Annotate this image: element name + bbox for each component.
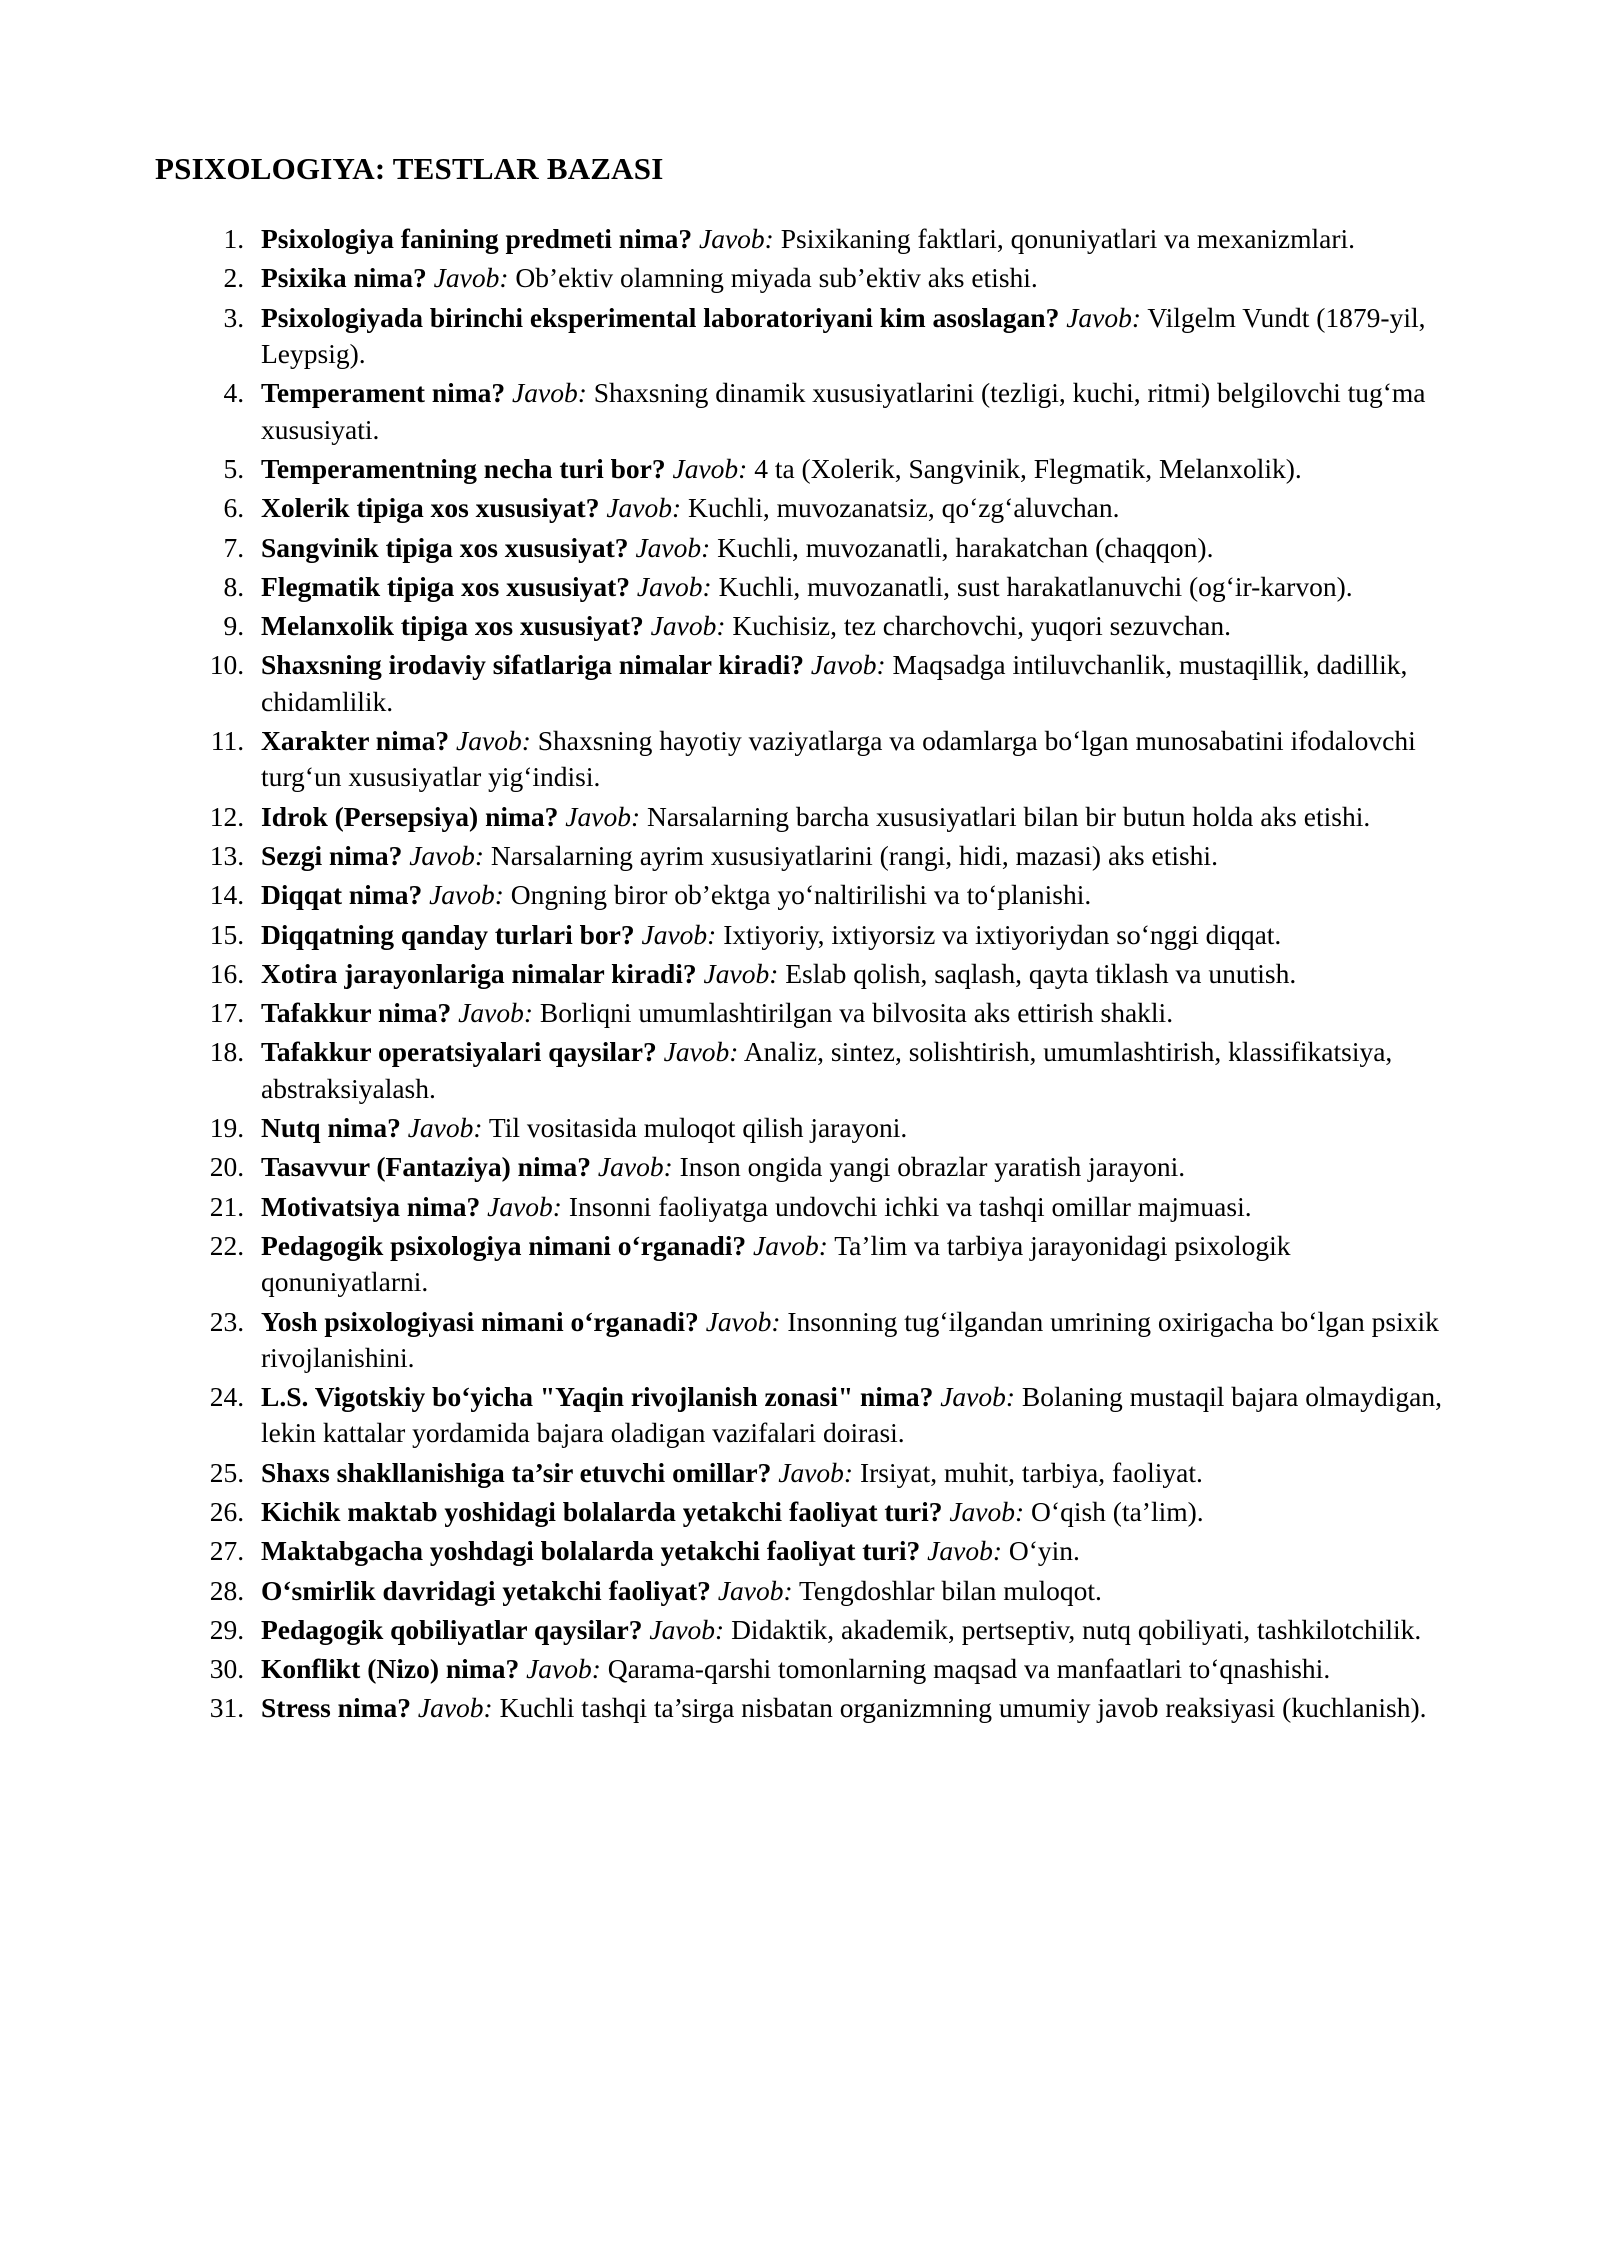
question-text: Xolerik tipiga xos xususiyat? bbox=[261, 492, 600, 524]
question-text: Psixologiyada birinchi eksperimental laboratoriyani kim asoslagan? bbox=[261, 301, 1060, 333]
question-text: Psixika nima? bbox=[261, 262, 427, 294]
answer-label: Javob: bbox=[949, 1495, 1025, 1527]
list-item bbox=[251, 490, 1460, 526]
list-item bbox=[251, 1189, 1460, 1225]
answer-text: Kuchli, muvozanatli, sust harakatlanuvchi (og‘ir-karvon). bbox=[718, 570, 1353, 602]
answer-text: Irsiyat, muhit, tarbiya, faoliyat. bbox=[859, 1456, 1203, 1488]
question-text: Temperament nima? bbox=[261, 377, 506, 409]
list-item bbox=[251, 221, 1460, 257]
answer-label: Javob: bbox=[778, 1456, 854, 1488]
answer-label: Javob: bbox=[635, 531, 711, 563]
answer-text: Shaxsning dinamik xususiyatlarini (tezligi, kuchi, ritmi) belgilovchi tug‘ma xususiyati. bbox=[261, 377, 1426, 445]
answer-text: Insonning tug‘ilgandan umrining oxirigacha bo‘lgan psixik rivojlanishini. bbox=[261, 1305, 1439, 1373]
answer-label: Javob: bbox=[705, 1305, 781, 1337]
answer-text: Analiz, sintez, solishtirish, umumlashtirish, klassifikatsiya, abstraksiyalash. bbox=[261, 1036, 1393, 1104]
answer-text: Maqsadga intiluvchanlik, mustaqillik, dadillik, chidamlilik. bbox=[261, 649, 1408, 717]
answer-label: Javob: bbox=[597, 1151, 673, 1183]
list-item bbox=[251, 530, 1460, 566]
list-item bbox=[251, 1034, 1460, 1107]
list-item bbox=[251, 799, 1460, 835]
answer-label: Javob: bbox=[672, 452, 748, 484]
answer-label: Javob: bbox=[940, 1381, 1016, 1413]
answer-label: Javob: bbox=[810, 649, 886, 681]
question-text: Maktabgacha yoshdagi bolalarda yetakchi faoliyat turi? bbox=[261, 1535, 921, 1567]
list-item bbox=[251, 1149, 1460, 1185]
question-text: Shaxs shakllanishiga ta’sir etuvchi omillar? bbox=[261, 1456, 772, 1488]
answer-label: Javob: bbox=[641, 918, 717, 950]
list-item bbox=[251, 300, 1460, 373]
answer-text: O‘qish (ta’lim). bbox=[1031, 1495, 1204, 1527]
answer-text: 4 ta (Xolerik, Sangvinik, Flegmatik, Melanxolik). bbox=[754, 452, 1302, 484]
question-text: Psixologiya fanining predmeti nima? bbox=[261, 223, 693, 255]
list-item bbox=[251, 1494, 1460, 1530]
question-text: Diqqatning qanday turlari bor? bbox=[261, 918, 635, 950]
question-text: Idrok (Persepsiya) nima? bbox=[261, 800, 559, 832]
answer-text: Kuchisiz, tez charchovchi, yuqori sezuvchan. bbox=[732, 610, 1231, 642]
answer-text: O‘yin. bbox=[1008, 1535, 1080, 1567]
question-text: Sezgi nima? bbox=[261, 839, 403, 871]
question-text: Temperamentning necha turi bor? bbox=[261, 452, 666, 484]
list-item bbox=[251, 838, 1460, 874]
answer-label: Javob: bbox=[717, 1574, 793, 1606]
answer-text: Narsalarning ayrim xususiyatlarini (rangi, hidi, mazasi) aks etishi. bbox=[490, 839, 1218, 871]
list-item bbox=[251, 608, 1460, 644]
list-item bbox=[251, 1690, 1460, 1726]
question-text: Xotira jarayonlariga nimalar kiradi? bbox=[261, 957, 697, 989]
list-item bbox=[251, 1228, 1460, 1301]
list-item bbox=[251, 1651, 1460, 1687]
qa-list bbox=[155, 221, 1460, 1727]
list-item bbox=[251, 723, 1460, 796]
answer-text: Narsalarning barcha xususiyatlari bilan bir butun holda aks etishi. bbox=[647, 800, 1371, 832]
list-item bbox=[251, 1455, 1460, 1491]
question-text: Pedagogik qobiliyatlar qaysilar? bbox=[261, 1613, 643, 1645]
question-text: Motivatsiya nima? bbox=[261, 1190, 481, 1222]
question-text: Sangvinik tipiga xos xususiyat? bbox=[261, 531, 629, 563]
answer-label: Javob: bbox=[407, 1112, 483, 1144]
question-text: Konflikt (Nizo) nima? bbox=[261, 1653, 520, 1685]
answer-label: Javob: bbox=[1066, 301, 1142, 333]
answer-label: Javob: bbox=[409, 839, 485, 871]
answer-label: Javob: bbox=[927, 1535, 1002, 1567]
answer-text: Til vositasida muloqot qilish jarayoni. bbox=[488, 1112, 908, 1144]
answer-text: Kuchli tashqi ta’sirga nisbatan organizmning umumiy javob reaksiyasi (kuchlanish). bbox=[499, 1692, 1427, 1724]
list-item bbox=[251, 1379, 1460, 1452]
question-text: Melanxolik tipiga xos xususiyat? bbox=[261, 610, 644, 642]
answer-text: Ob’ektiv olamning miyada sub’ektiv aks etishi. bbox=[515, 262, 1038, 294]
list-item bbox=[251, 1533, 1460, 1569]
answer-label: Javob: bbox=[512, 377, 587, 409]
question-text: Tasavvur (Fantaziya) nima? bbox=[261, 1151, 592, 1183]
list-item bbox=[251, 877, 1460, 913]
answer-label: Javob: bbox=[565, 800, 641, 832]
answer-label: Javob: bbox=[699, 223, 774, 255]
list-item bbox=[251, 260, 1460, 296]
answer-text: Psixikaning faktlari, qonuniyatlari va mexanizmlari. bbox=[780, 223, 1355, 255]
list-item bbox=[251, 1573, 1460, 1609]
answer-text: Vilgelm Vundt (1879-yil, Leypsig). bbox=[261, 301, 1426, 370]
answer-label: Javob: bbox=[456, 725, 531, 757]
answer-label: Javob: bbox=[753, 1229, 828, 1261]
answer-label: Javob: bbox=[526, 1653, 601, 1685]
answer-text: Ixtiyoriy, ixtiyorsiz va ixtiyoriydan so‘nggi diqqat. bbox=[723, 918, 1282, 950]
answer-text: Eslab qolish, saqlash, qayta tiklash va unutish. bbox=[785, 957, 1297, 989]
answer-label: Javob: bbox=[649, 1613, 725, 1645]
question-text: O‘smirlik davridagi yetakchi faoliyat? bbox=[261, 1574, 711, 1606]
question-text: Flegmatik tipiga xos xususiyat? bbox=[261, 570, 630, 602]
list-item bbox=[251, 375, 1460, 448]
answer-label: Javob: bbox=[650, 610, 726, 642]
answer-label: Javob: bbox=[703, 957, 779, 989]
answer-text: Didaktik, akademik, pertseptiv, nutq qobiliyati, tashkilotchilik. bbox=[731, 1613, 1422, 1645]
answer-text: Kuchli, muvozanatli, harakatchan (chaqqon). bbox=[717, 531, 1214, 563]
list-item bbox=[251, 1612, 1460, 1648]
answer-label: Javob: bbox=[417, 1692, 493, 1724]
answer-label: Javob: bbox=[487, 1190, 562, 1222]
question-text: Xarakter nima? bbox=[261, 725, 450, 757]
list-item bbox=[251, 451, 1460, 487]
answer-text: Qarama-qarshi tomonlarning maqsad va manfaatlari to‘qnashishi. bbox=[607, 1653, 1331, 1685]
list-item bbox=[251, 569, 1460, 605]
page-title: PSIXOLOGIYA: TESTLAR BAZASI bbox=[155, 151, 664, 186]
question-text: Diqqat nima? bbox=[261, 879, 423, 911]
list-item bbox=[251, 917, 1460, 953]
answer-label: Javob: bbox=[663, 1036, 739, 1068]
question-text: Kichik maktab yoshidagi bolalarda yetakchi faoliyat turi? bbox=[261, 1495, 943, 1527]
answer-text: Kuchli, muvozanatsiz, qo‘zg‘aluvchan. bbox=[688, 492, 1120, 524]
answer-text: Shaxsning hayotiy vaziyatlarga va odamlarga bo‘lgan munosabatini ifodalovchi turg‘un xususiyatlar yig‘indisi. bbox=[261, 725, 1416, 793]
list-item bbox=[251, 647, 1460, 720]
answer-text: Tengdoshlar bilan muloqot. bbox=[799, 1574, 1102, 1606]
question-text: Nutq nima? bbox=[261, 1112, 401, 1144]
answer-text: Ta’lim va tarbiya jarayonidagi psixologik qonuniyatlarni. bbox=[261, 1229, 1291, 1298]
answer-text: Inson ongida yangi obrazlar yaratish jarayoni. bbox=[679, 1151, 1186, 1183]
answer-label: Javob: bbox=[433, 262, 509, 294]
list-item bbox=[251, 956, 1460, 992]
answer-label: Javob: bbox=[458, 997, 533, 1029]
list-item bbox=[251, 1110, 1460, 1146]
answer-label: Javob: bbox=[429, 879, 504, 911]
answer-text: Bolaning mustaqil bajara olmaydigan, lekin kattalar yordamida bajara oladigan vazifalari doirasi. bbox=[261, 1381, 1442, 1449]
question-text: Tafakkur nima? bbox=[261, 997, 452, 1029]
answer-text: Insonni faoliyatga undovchi ichki va tashqi omillar majmuasi. bbox=[568, 1190, 1252, 1222]
answer-text: Borliqni umumlashtirilgan va bilvosita aks ettirish shakli. bbox=[539, 997, 1174, 1029]
question-text: Stress nima? bbox=[261, 1692, 411, 1724]
question-text: Tafakkur operatsiyalari qaysilar? bbox=[261, 1036, 657, 1068]
question-text: Pedagogik psixologiya nimani o‘rganadi? bbox=[261, 1229, 747, 1261]
list-item bbox=[251, 1304, 1460, 1377]
question-text: Yosh psixologiyasi nimani o‘rganadi? bbox=[261, 1305, 699, 1337]
question-text: Shaxsning irodaviy sifatlariga nimalar kiradi? bbox=[261, 649, 804, 681]
answer-text: Ongning biror ob’ektga yo‘naltirilishi va to‘planishi. bbox=[510, 879, 1092, 911]
answer-label: Javob: bbox=[606, 492, 682, 524]
question-text: L.S. Vigotskiy bo‘yicha "Yaqin rivojlanish zonasi" nima? bbox=[261, 1381, 934, 1413]
answer-label: Javob: bbox=[636, 570, 712, 602]
list-item bbox=[251, 995, 1460, 1031]
